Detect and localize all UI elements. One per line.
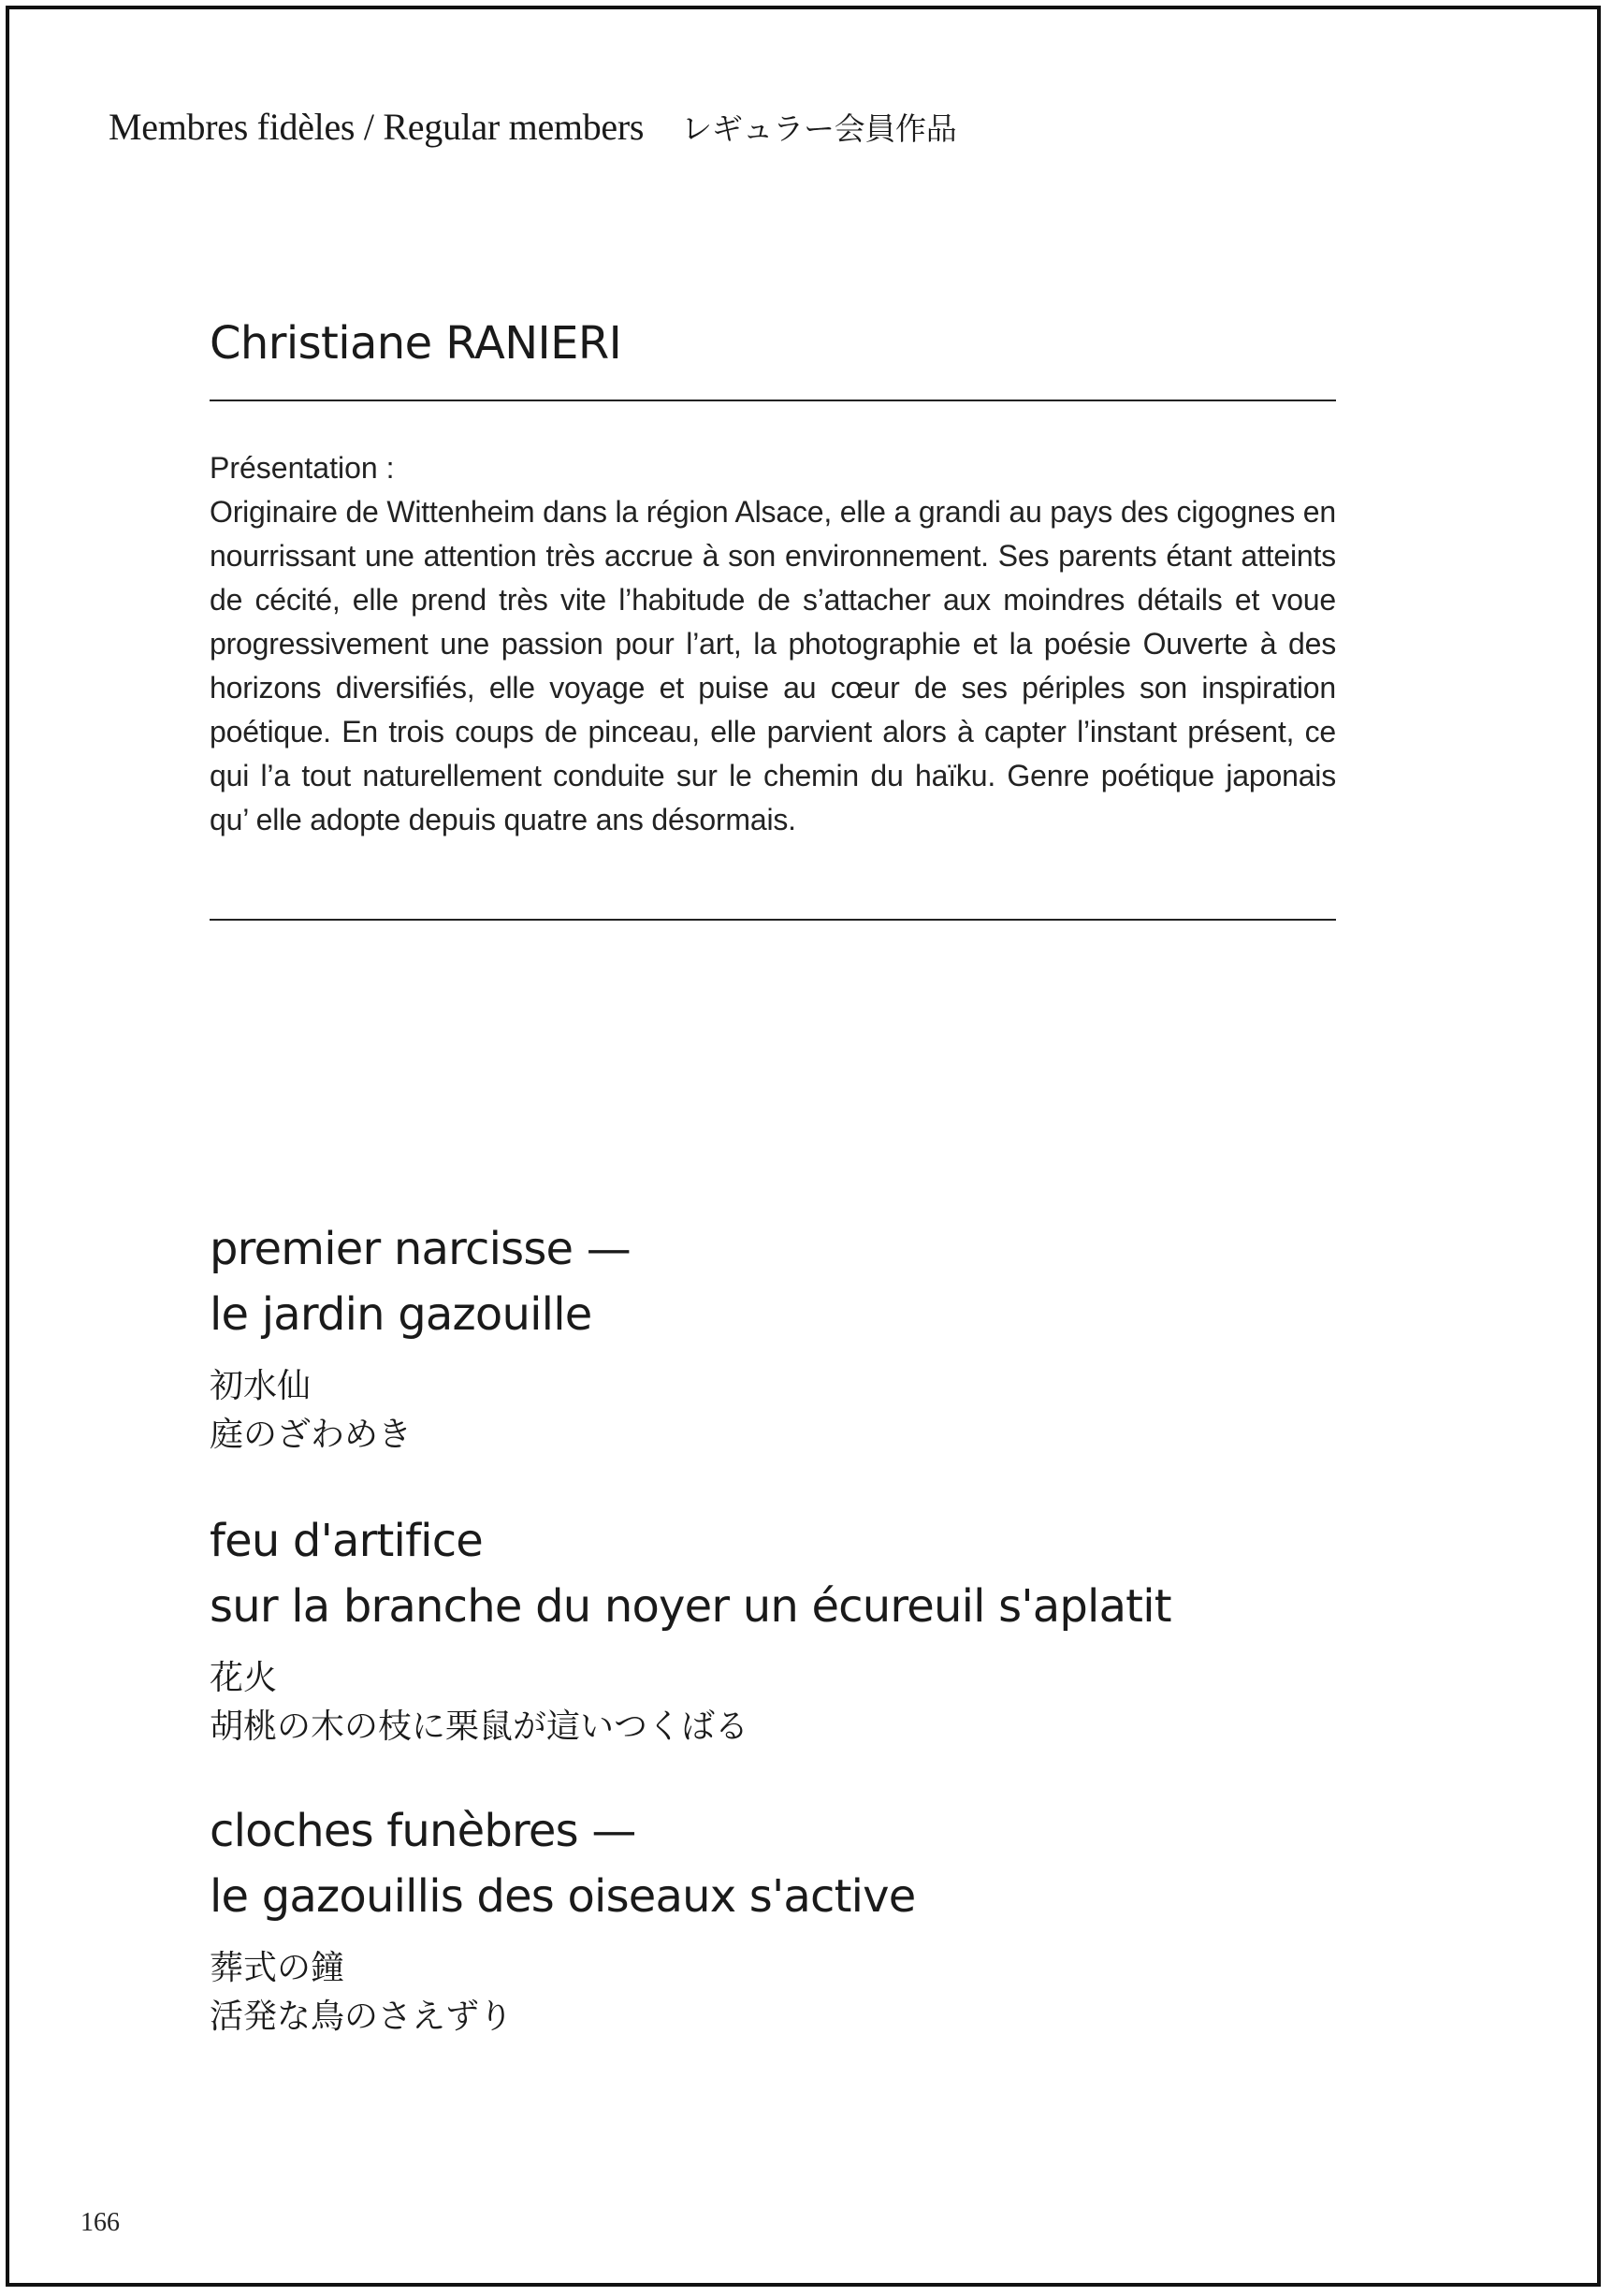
haiku-french-line: premier narcisse — xyxy=(210,1223,631,1275)
divider-top xyxy=(210,400,1336,401)
haiku-1 xyxy=(210,1216,1426,1460)
haiku-french-line: sur la branche du noyer un écureuil s'aplatit xyxy=(210,1580,1171,1633)
page-number: 166 xyxy=(80,2208,120,2237)
haiku-french-line: feu d'artifice xyxy=(210,1515,484,1567)
haiku-french-line: cloches funèbres — xyxy=(210,1805,636,1857)
section-title-japanese: レギュラー会員作品 xyxy=(681,110,957,147)
haiku-french-line: le gazouillis des oiseaux s'active xyxy=(210,1870,916,1923)
haiku-japanese-line: 活発な鳥のさえずり xyxy=(210,1998,514,2036)
haiku-japanese-line: 胡桃の木の枝に栗鼠が這いつくばる xyxy=(210,1707,749,1746)
presentation-label: Présentation : xyxy=(210,451,395,485)
presentation-block xyxy=(210,446,1336,842)
haiku-japanese-line: 初水仙 xyxy=(210,1367,312,1405)
section-header xyxy=(109,101,956,155)
author-name: Christiane RANIERI xyxy=(210,317,622,370)
haiku-japanese-line: 葬式の鐘 xyxy=(210,1949,345,1987)
haiku-3 xyxy=(210,1798,1426,2042)
haiku-japanese-line: 庭のざわめき xyxy=(210,1416,413,1454)
presentation-text: Originaire de Wittenheim dans la région Alsace, elle a grandi au pays des cigognes en nourrissant une attention très accrue à son environnement. Ses parents étant atteints de cécité, elle prend très vite l’habitude de s’attacher aux moindres détails et voue progressivement une passion pour l’art, la photographie et la poésie Ouverte à des horizons diversifiés, elle voyage et puise au cœur de ses périples son inspiration poétique. En trois coups de pinceau, elle parvient alors à capter l’instant présent, ce qui l’a tout naturellement conduite sur le chemin du haïku. Genre poétique japonais qu’ elle adopte depuis quatre ans désormais. xyxy=(210,495,1336,836)
section-title: Membres fidèles / Regular members xyxy=(109,106,645,148)
haiku-french-line: le jardin gazouille xyxy=(210,1288,592,1341)
haiku-2 xyxy=(210,1508,1426,1751)
divider-bottom xyxy=(210,919,1336,921)
haiku-japanese-line: 花火 xyxy=(210,1659,278,1697)
